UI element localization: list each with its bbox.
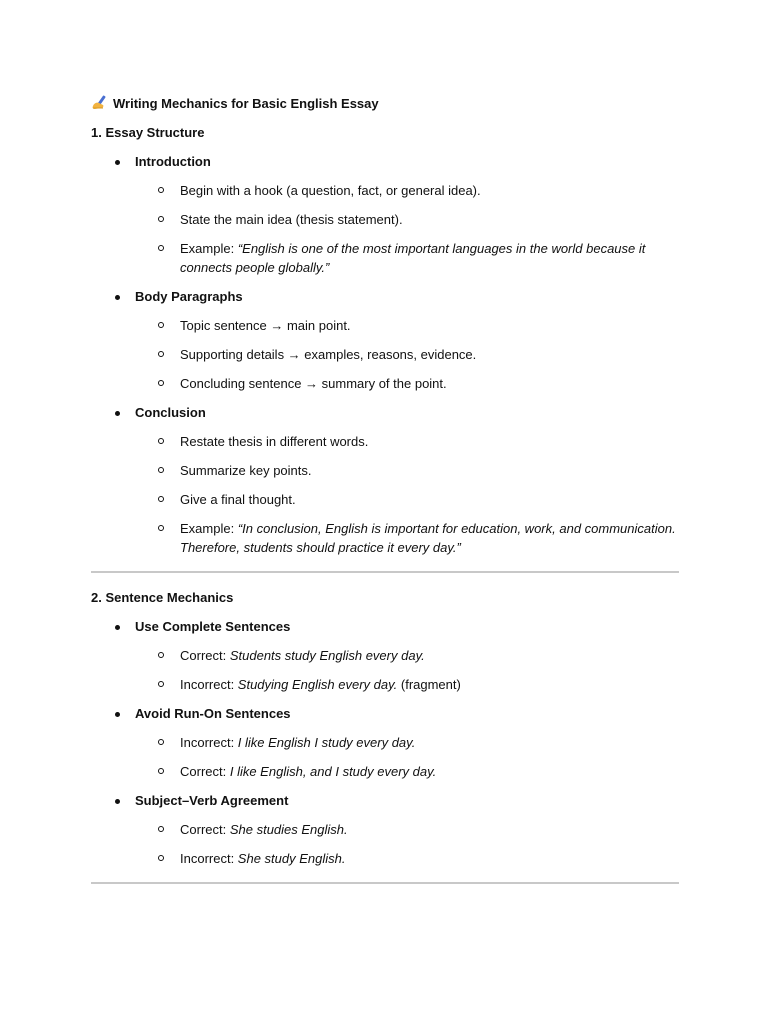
sub-item-text: Example: (180, 521, 238, 536)
document-content (91, 93, 679, 899)
sub-item-text: Concluding sentence → summary of the point. (180, 376, 447, 391)
sub-list-item (135, 849, 679, 868)
section-heading: 1. Essay Structure (91, 125, 205, 140)
sub-item-example: I like English I study every day. (237, 735, 416, 750)
sub-item-example: Studying English every day. (237, 677, 398, 692)
sub-list (135, 432, 679, 557)
list-item-label: Avoid Run-On Sentences (135, 704, 679, 724)
sub-list-item (135, 820, 679, 839)
sub-item-text: Give a final thought. (180, 492, 296, 507)
sub-list-item (135, 432, 679, 451)
bullet-list (91, 152, 679, 557)
sub-list (135, 733, 679, 781)
sub-item-text: Topic sentence → main point. (180, 318, 351, 333)
sub-list-item (135, 239, 679, 277)
sub-list-item (135, 345, 679, 364)
section-essay-structure (91, 123, 679, 557)
section-heading: 2. Sentence Mechanics (91, 590, 234, 605)
list-item-label: Introduction (135, 152, 679, 172)
sub-list-item (135, 374, 679, 393)
sub-item-text: Correct: (180, 764, 230, 779)
sub-item-example: I like English, and I study every day. (229, 764, 437, 779)
sub-list-item (135, 646, 679, 665)
sub-item-example: Students study English every day. (229, 648, 425, 663)
list-item-label: Conclusion (135, 403, 679, 423)
document-title-text: Writing Mechanics for Basic English Essay (113, 95, 379, 111)
sub-list (135, 646, 679, 694)
sub-item-text: Incorrect: (180, 851, 238, 866)
section-sentence-mechanics (91, 588, 679, 868)
sub-item-text: Incorrect: (180, 735, 238, 750)
sub-list-item (135, 762, 679, 781)
sub-item-example: “In conclusion, English is important for education, work, and communication. Therefore, students should practice it every day.” (180, 521, 676, 555)
sub-item-text: Example: (180, 241, 238, 256)
list-item (91, 152, 679, 277)
sub-item-text: Correct: (180, 648, 230, 663)
list-item (91, 704, 679, 781)
sub-item-text: State the main idea (thesis statement). (180, 212, 403, 227)
list-item (91, 617, 679, 694)
sub-item-text: Incorrect: (180, 677, 238, 692)
bullet-list (91, 617, 679, 868)
sub-list-item (135, 490, 679, 509)
list-item (91, 791, 679, 868)
list-item (91, 287, 679, 393)
sub-list-item (135, 181, 679, 200)
sub-list-item (135, 461, 679, 480)
horizontal-divider (91, 571, 679, 573)
sub-item-example: She studies English. (229, 822, 348, 837)
sub-item-text: Begin with a hook (a question, fact, or general idea). (180, 183, 481, 198)
sub-item-text: Summarize key points. (180, 463, 312, 478)
sub-list-item (135, 210, 679, 229)
sub-item-note: (fragment) (397, 677, 461, 692)
list-item-label: Use Complete Sentences (135, 617, 679, 637)
writing-hand-icon (91, 94, 109, 112)
sub-list (135, 820, 679, 868)
sub-list-item (135, 675, 679, 694)
sub-item-text: Restate thesis in different words. (180, 434, 369, 449)
list-item-label: Body Paragraphs (135, 287, 679, 307)
sub-list (135, 316, 679, 393)
sub-item-text: Supporting details → examples, reasons, evidence. (180, 347, 477, 362)
sub-list-item (135, 519, 679, 557)
sub-list-item (135, 316, 679, 335)
list-item (91, 403, 679, 557)
sub-item-example: She study English. (237, 851, 346, 866)
horizontal-divider (91, 882, 679, 884)
sub-list-item (135, 733, 679, 752)
document-title (91, 93, 679, 113)
list-item-label: Subject–Verb Agreement (135, 791, 679, 811)
sub-item-example: “English is one of the most important languages in the world because it connects people globally.” (180, 241, 646, 275)
sub-list (135, 181, 679, 277)
sub-item-text: Correct: (180, 822, 230, 837)
